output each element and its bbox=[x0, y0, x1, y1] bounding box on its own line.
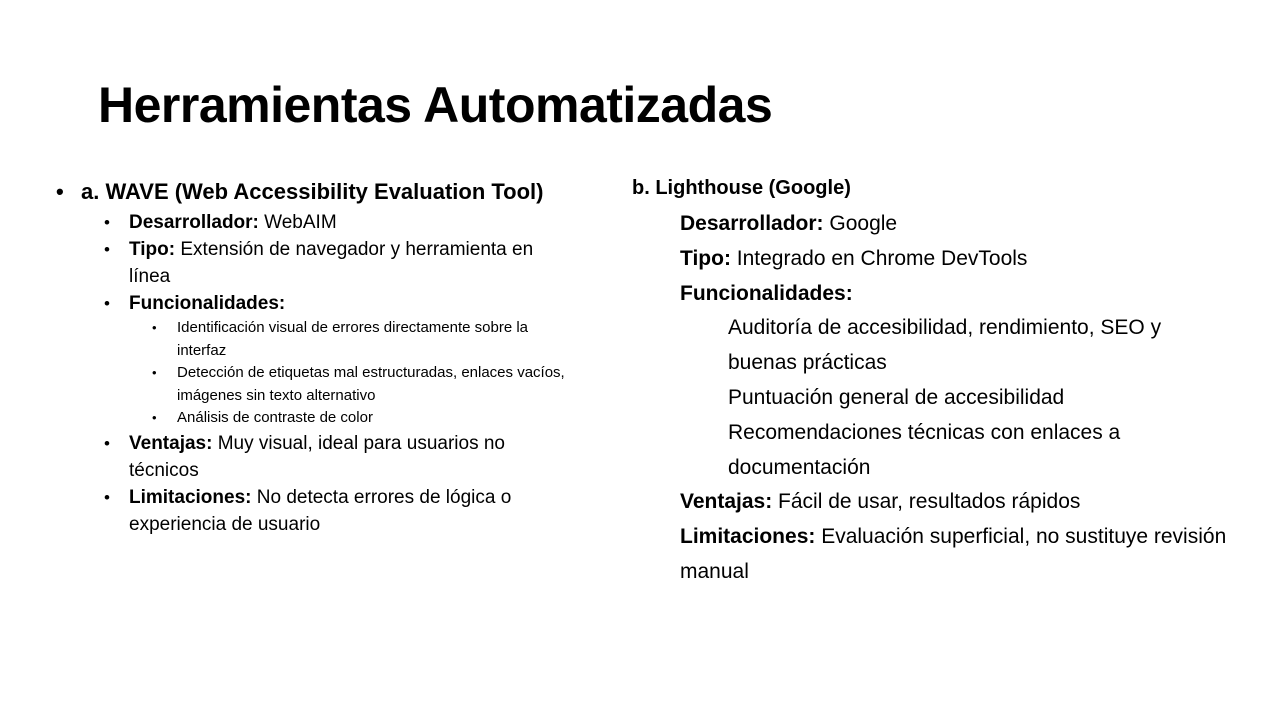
list-item: • Detección de etiquetas mal estructuradas, enlaces vacíos, imágenes sin texto alternativo bbox=[152, 364, 565, 404]
bullet-icon: • bbox=[104, 433, 110, 453]
wave-heading: • a. WAVE (Web Accessibility Evaluation Tool) bbox=[56, 176, 576, 207]
bullet-icon: • bbox=[104, 213, 110, 232]
list-item: Puntuación general de accesibilidad bbox=[728, 385, 1065, 409]
wave-features-list bbox=[152, 317, 576, 430]
bullet-icon: • bbox=[104, 294, 110, 313]
bullet-icon: • bbox=[152, 410, 157, 425]
lighthouse-section bbox=[632, 174, 1232, 590]
list-item: Recomendaciones técnicas con enlaces a documentación bbox=[728, 420, 1121, 479]
wave-type: • Tipo: Extensión de navegador y herramienta en línea bbox=[104, 236, 576, 290]
bullet-icon: • bbox=[104, 240, 110, 259]
lighthouse-limitations: Limitaciones: Evaluación superficial, no sustituye revisión manual bbox=[680, 525, 1227, 583]
lighthouse-developer: Desarrollador: Google bbox=[680, 212, 898, 235]
wave-developer: • Desarrollador: WebAIM bbox=[104, 209, 576, 236]
bullet-icon: • bbox=[56, 179, 64, 204]
slide-title: Herramientas Automatizadas bbox=[98, 77, 773, 133]
lighthouse-features: Funcionalidades: bbox=[680, 281, 853, 305]
bullet-icon: • bbox=[152, 365, 157, 380]
bullet-icon: • bbox=[104, 487, 110, 507]
lighthouse-heading: b. Lighthouse (Google) bbox=[632, 177, 851, 199]
list-item: • Identificación visual de errores directamente sobre la interfaz bbox=[152, 319, 529, 359]
lighthouse-type: Tipo: Integrado en Chrome DevTools bbox=[680, 246, 1028, 270]
wave-section bbox=[56, 176, 576, 538]
list-item: • Análisis de contraste de color bbox=[152, 407, 576, 430]
list-item: Auditoría de accesibilidad, rendimiento, SEO y buenas prácticas bbox=[728, 316, 1162, 375]
wave-limitations: • Limitaciones: No detecta errores de lógica o experiencia de usuario bbox=[104, 484, 576, 538]
wave-details bbox=[104, 209, 576, 538]
wave-features: • Funcionalidades: bbox=[104, 290, 576, 317]
bullet-icon: • bbox=[152, 320, 157, 335]
wave-advantages: • Ventajas: Muy visual, ideal para usuarios no técnicos bbox=[104, 430, 576, 484]
lighthouse-advantages: Ventajas: Fácil de usar, resultados rápidos bbox=[680, 490, 1081, 514]
